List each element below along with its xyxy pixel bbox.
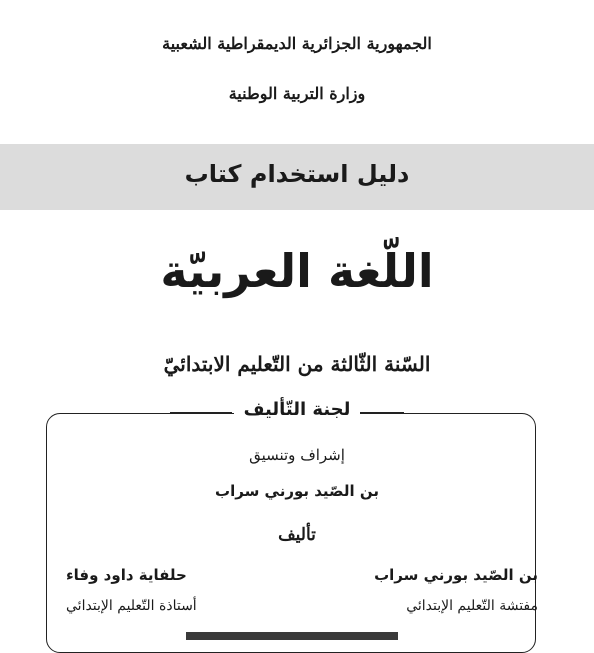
- republic-name: الجمهورية الجزائرية الديمقراطية الشعبية: [162, 34, 432, 53]
- author-role: أستاذة التّعليم الإبتدائي: [66, 598, 197, 614]
- author-name: بن الصّيد بورني سراب: [374, 566, 538, 584]
- bottom-decoration-bar: [186, 632, 398, 640]
- author-name: حلفاية داود وفاء: [66, 566, 187, 584]
- ministry-name: وزارة التربية الوطنية: [228, 84, 366, 103]
- heading-rule-left: [170, 412, 232, 413]
- supervision-label: إشراف وتنسيق: [249, 446, 345, 464]
- grade-level: السّنة الثّالثة من التّعليم الابتدائيّ: [163, 352, 431, 376]
- committee-heading: لجنة التّأليف: [234, 399, 361, 420]
- committee-heading-row: [0, 399, 594, 420]
- authoring-label: تأليف: [278, 525, 316, 545]
- supervisor-name: بن الصّيد بورني سراب: [215, 482, 379, 500]
- subject-title: اللّغة العربيّة: [160, 244, 434, 298]
- author-role: مفتشة التّعليم الإبتدائي: [406, 598, 538, 614]
- guide-title: دليل استخدام كتاب: [184, 160, 410, 188]
